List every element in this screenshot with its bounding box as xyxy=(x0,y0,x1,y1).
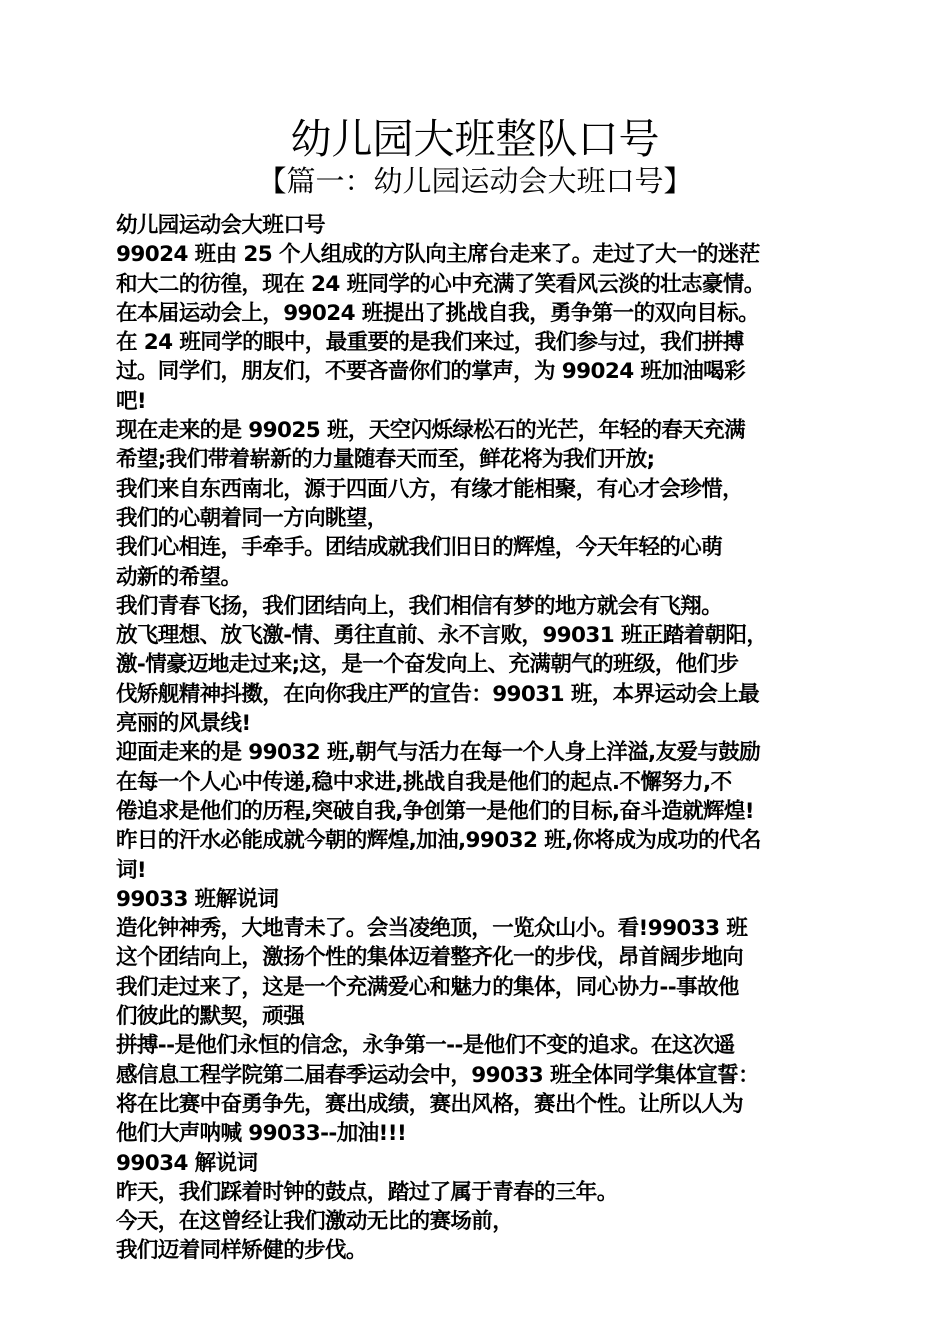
body-line: 这个团结向上，激扬个性的集体迈着整齐化一的步伐，昂首阔步地向 xyxy=(116,945,744,971)
body-line: 在 24 班同学的眼中，最重要的是我们来过，我们参与过，我们拼搏 xyxy=(116,330,744,356)
body-line: 幼儿园运动会大班口号 xyxy=(116,213,326,238)
body-line: 他们大声呐喊 99033--加油!!! xyxy=(116,1121,407,1147)
body-line: 希望;我们带着崭新的力量随春天而至，鲜花将为我们开放; xyxy=(116,447,655,473)
body-line: 激-情豪迈地走过来;这，是一个奋发向上、充满朝气的班级，他们步 xyxy=(116,652,739,678)
body-line: 词! xyxy=(116,857,147,883)
body-line: 感信息工程学院第二届春季运动会中，99033 班全体同学集体宣誓： xyxy=(116,1062,759,1088)
document-title: 幼儿园大班整队口号 xyxy=(290,115,660,163)
body-line: 现在走来的是 99025 班，天空闪烁绿松石的光芒，年轻的春天充满 xyxy=(116,418,745,444)
document-body xyxy=(116,211,840,1266)
body-line: 放飞理想、放飞激-情、勇往直前、永不言败，99031 班正踏着朝阳， xyxy=(116,623,768,649)
body-line: 99024 班由 25 个人组成的方队向主席台走来了。走过了大一的迷茫 xyxy=(116,242,760,268)
body-line: 拼搏--是他们永恒的信念，永争第一--是他们不变的追求。在这次遥 xyxy=(116,1033,735,1059)
body-line: 我们的心朝着同一方向眺望， xyxy=(116,505,388,531)
body-line: 亮丽的风景线! xyxy=(116,711,251,737)
body-line: 动新的希望。 xyxy=(116,564,242,590)
body-line: 将在比赛中奋勇争先，赛出成绩，赛出风格，赛出个性。让所以人为 xyxy=(116,1091,744,1117)
body-line: 吧! xyxy=(116,388,147,414)
body-line: 99033 班解说词 xyxy=(116,886,279,912)
body-line: 和大二的彷徨，现在 24 班同学的心中充满了笑看风云淡的壮志豪情。 xyxy=(116,271,765,297)
body-line: 在每一个人心中传递,稳中求进,挑战自我是他们的起点.不懈努力,不 xyxy=(116,769,732,795)
body-line: 过。同学们，朋友们，不要吝啬你们的掌声，为 99024 班加油喝彩 xyxy=(116,359,745,385)
body-line: 昨天，我们踩着时钟的鼓点，踏过了属于青春的三年。 xyxy=(116,1179,618,1205)
body-line: 我们来自东西南北，源于四面八方，有缘才能相聚，有心才会珍惜， xyxy=(116,476,744,502)
body-line: 倦追求是他们的历程,突破自我,争创第一是他们的目标,奋斗造就辉煌! xyxy=(116,798,755,824)
body-line: 99034 解说词 xyxy=(116,1150,258,1176)
body-line: 我们走过来了，这是一个充满爱心和魅力的集体，同心协力--事故他 xyxy=(116,974,739,1000)
body-line: 伐矫舰精神抖擞，在向你我庄严的宣告：99031 班，本界运动会上最 xyxy=(116,681,759,707)
body-line: 造化钟神秀，大地青未了。会当凌绝顶，一览众山小。看!99033 班 xyxy=(116,916,748,942)
body-line: 今天，在这曾经让我们激动无比的赛场前， xyxy=(116,1209,514,1235)
body-line: 昨日的汗水必能成就今朝的辉煌,加油,99032 班,你将成为成功的代名 xyxy=(116,828,761,854)
body-line: 们彼此的默契，顽强 xyxy=(116,1004,305,1030)
body-line: 在本届运动会上，99024 班提出了挑战自我，勇争第一的双向目标。 xyxy=(116,300,759,326)
body-line: 迎面走来的是 99032 班,朝气与活力在每一个人身上洋溢,友爱与鼓励 xyxy=(116,740,761,766)
body-line: 我们心相连，手牵手。团结成就我们旧日的辉煌，今天年轻的心萌 xyxy=(116,535,723,561)
body-line: 我们青春飞扬，我们团结向上，我们相信有梦的地方就会有飞翔。 xyxy=(116,593,723,619)
document-subtitle: 【篇一：幼儿园运动会大班口号】 xyxy=(257,164,693,198)
body-line: 我们迈着同样矫健的步伐。 xyxy=(116,1238,367,1264)
